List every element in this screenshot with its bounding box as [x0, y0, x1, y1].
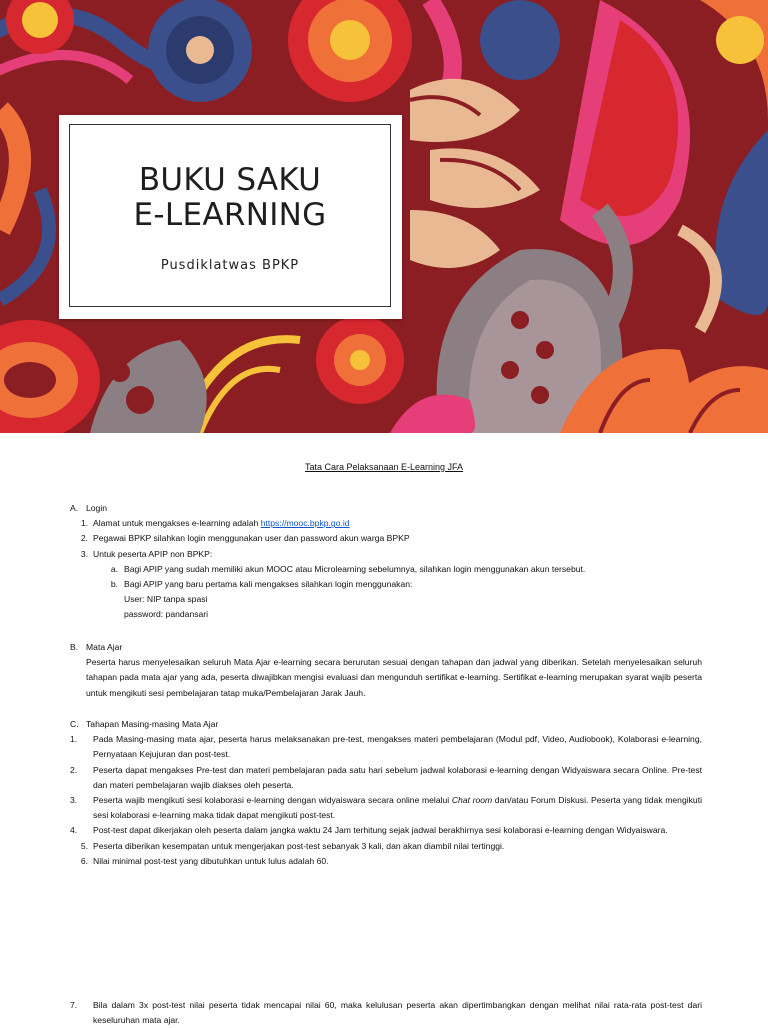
title-card — [59, 115, 402, 319]
section-title: Login — [86, 503, 108, 513]
list-item — [70, 732, 702, 762]
list-item — [70, 793, 702, 823]
list-text: Untuk peserta APIP non BPKP: — [93, 548, 213, 559]
list-number: 6. — [80, 855, 88, 866]
section-letter: C. — [70, 719, 79, 729]
section-a-heading — [70, 501, 702, 516]
list-text: Pegawai BPKP silahkan login menggunakan user dan password akun warga BPKP — [93, 533, 410, 544]
section-title: Mata Ajar — [86, 642, 123, 652]
section-mata-ajar — [70, 640, 702, 701]
list-text: Peserta diberikan kesempatan untuk mengerjakan post-test sebanyak 3 kali, dan akan diambil nilai tertinggi. — [93, 840, 505, 851]
sub-list-text: Bagi APIP yang sudah memiliki akun MOOC atau Microlearning sebelumnya, silahkan login menggunakan akun tersebut. — [124, 563, 586, 574]
cover-artwork — [0, 0, 768, 433]
section-login — [70, 501, 702, 623]
sub-list-text: Bagi APIP yang baru pertama kali mengakses silahkan login menggunakan: — [124, 579, 413, 590]
sub-list-item — [88, 562, 702, 577]
list-item — [70, 547, 702, 562]
list-item — [70, 823, 702, 838]
list-number: 1. — [70, 734, 78, 745]
mooc-link[interactable]: https://mooc.bpkp.go.id — [260, 518, 350, 529]
sub-list-letter: a. — [110, 563, 118, 574]
title-frame — [69, 124, 391, 307]
cover-title-line2: E-LEARNING — [133, 197, 327, 233]
list-number: 7. — [70, 1000, 78, 1010]
section-tahapan — [70, 717, 702, 869]
list-text: Nilai minimal post-test yang dibutuhkan untuk lulus adalah 60. — [93, 855, 329, 866]
list-text: Alamat untuk mengakses e-learning adalah https://mooc.bpkp.go.id — [93, 518, 350, 529]
cover-title — [70, 163, 390, 233]
list-number: 2. — [80, 533, 88, 544]
list-text: Post-test dapat dikerjakan oleh peserta dalam jangka waktu 24 Jam terhitung sejak jadwal berakhirnya sesi kolaborasi e-learning dengan Widyaiswara. — [93, 825, 668, 836]
section-paragraph: Peserta harus menyelesaikan seluruh Mata Ajar e-learning secara berurutan sesuai dengan tahapan dan jadwal yang diberikan. Setelah menyelesaikan seluruh tahapan pada mata ajar yang ada, peserta diwajibkan mengisi evaluasi dan mengunduh sertifikat e-learning. Sertifikat e-learning merupakan syarat wajib peserta untuk mengikuti sesi pembelajaran tatap muka/Pembelajaran Jarak Jauh. — [86, 657, 702, 698]
list-item — [70, 763, 702, 793]
section-letter: B. — [70, 642, 79, 652]
list-item — [70, 531, 702, 546]
list-number: 1. — [80, 518, 88, 529]
list-number: 3. — [80, 548, 88, 559]
section-title: Tahapan Masing-masing Mata Ajar — [86, 719, 219, 729]
sub-list-item — [88, 577, 702, 592]
list-number: 4. — [70, 825, 78, 836]
list-item — [70, 839, 702, 854]
credential-user: User: NIP tanpa spasi — [124, 594, 208, 605]
section-letter: A. — [70, 503, 79, 513]
list-item — [70, 854, 702, 869]
list-text: Peserta dapat mengakses Pre-test dan materi pembelajaran pada satu hari sebelum jadwal kolaborasi e-learning dengan Widyaiswara secara Online. Pre-test dan materi pembelajaran wajib diakses oleh peserta. — [93, 764, 702, 790]
list-text: Peserta wajib mengikuti sesi kolaborasi e-learning dengan widyaiswara secara online melalui Chat room dan/atau Forum Diskusi. Peserta yang tidak mengikuti sesi kolaborasi e-learning maka tidak dapat mengikuti post-test. — [93, 795, 703, 821]
sub-list — [70, 562, 702, 623]
list-text: Pada Masing-masing mata ajar, peserta harus melaksanakan pre-test, mengakses materi pembelajaran (Modul pdf, Video, Audiobook), Kolaborasi e-learning, Pernyataan Kejujuran dan post-test. — [93, 734, 702, 760]
section-b-heading — [70, 640, 702, 655]
section-c-heading — [70, 717, 702, 732]
list-number: 2. — [70, 764, 78, 775]
cover-title-line1: BUKU SAKU — [138, 162, 322, 198]
list-number: 5. — [80, 840, 88, 851]
cover-subtitle: Pusdiklatwas BPKP — [160, 258, 300, 273]
list-number: 3. — [70, 795, 78, 806]
document-page — [0, 433, 768, 1024]
document-title: Tata Cara Pelaksanaan E-Learning JFA — [304, 462, 464, 472]
list-item — [70, 516, 702, 531]
sub-list-letter: b. — [110, 579, 118, 590]
credential-password: password: pandansari — [124, 609, 209, 620]
list-text: Bila dalam 3x post-test nilai peserta tidak mencapai nilai 60, maka kelulusan peserta akan dipertimbangkan dengan melihat nilai rata-rata post-test dari keseluruhan mata ajar. — [93, 1000, 702, 1026]
